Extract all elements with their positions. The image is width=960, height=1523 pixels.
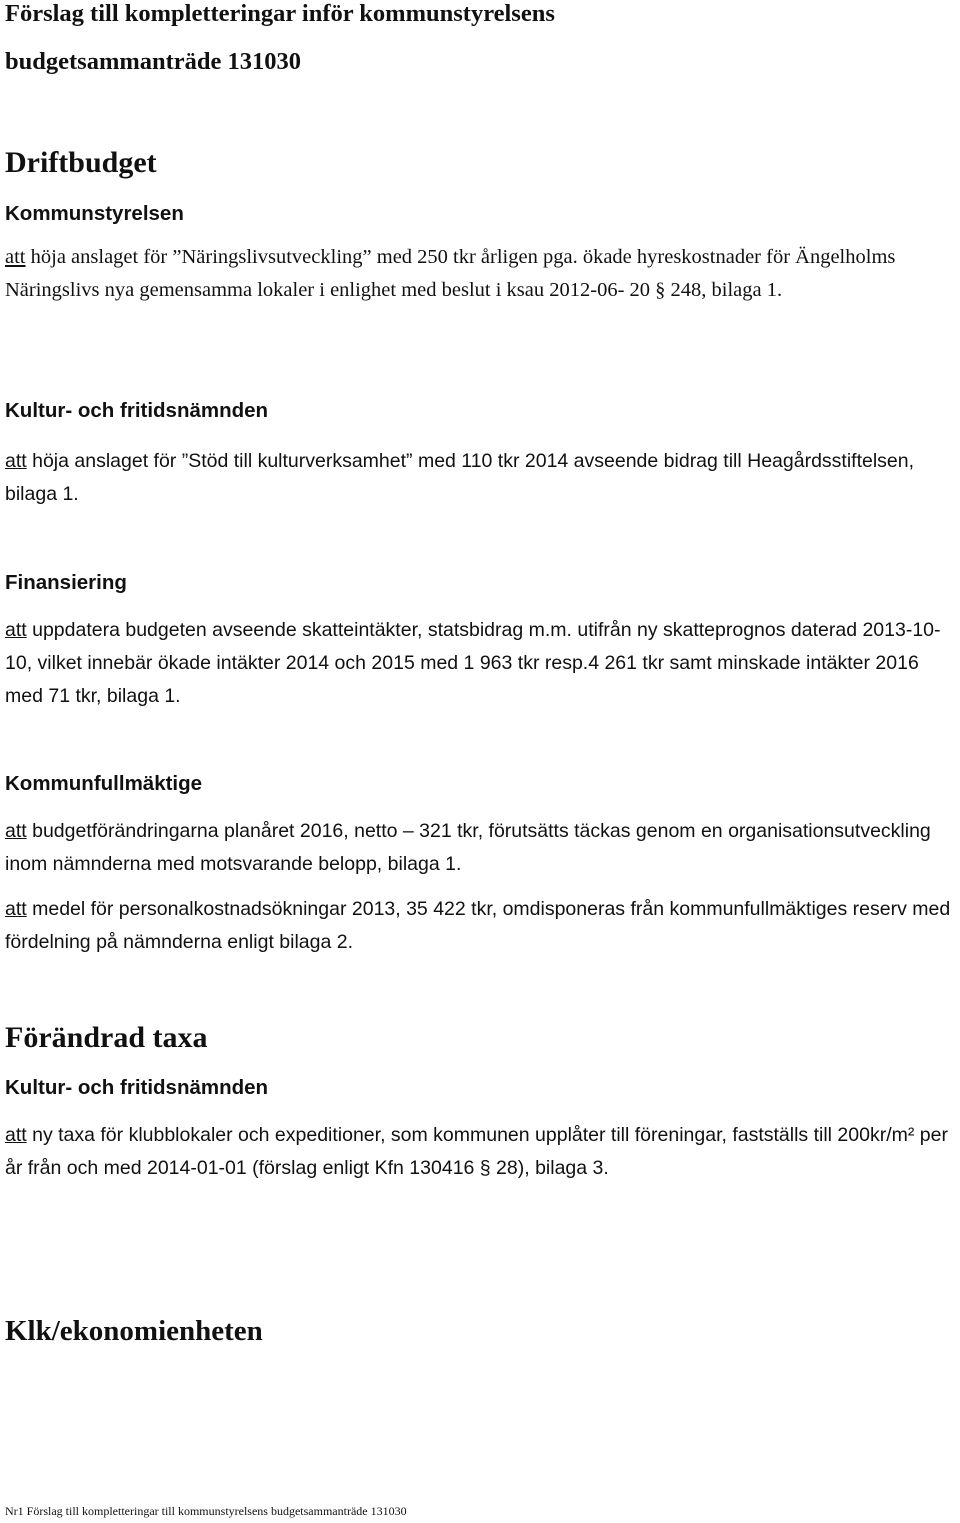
forandrad-taxa-heading: Förändrad taxa (5, 1021, 208, 1054)
driftbudget-heading: Driftbudget (5, 146, 157, 179)
kultur-paragraph (5, 445, 955, 511)
kommunstyrelsen-heading: Kommunstyrelsen (5, 202, 184, 225)
page-footer: Nr1 Förslag till kompletteringar till kommunstyrelsens budgetsammanträde 131030 (5, 1504, 407, 1518)
kultur-heading: Kultur- och fritidsnämnden (5, 399, 269, 422)
kommunfullmaktige-paragraph-1 (5, 815, 955, 881)
document-title-line-1: Förslag till kompletteringar inför kommunstyrelsens (5, 0, 555, 27)
kommunfullmaktige-text-2: medel för personalkostnadsökningar 2013, 35 422 tkr, omdisponeras från kommunfullmäktiges reserv med fördelning på nämnderna enligt bilaga 2. (5, 898, 951, 953)
signature: Klk/ekonomienheten (5, 1315, 263, 1347)
finansiering-text: uppdatera budgeten avseende skatteintäkter, statsbidrag m.m. utifrån ny skatteprognos daterad 2013-10-10, vilket innebär ökade intäkter 2014 och 2015 med 1 963 tkr resp.4 261 tkr samt minskade intäkter 2016 med 71 tkr, bilaga 1. (5, 619, 941, 707)
kultur-taxa-paragraph (5, 1119, 955, 1185)
document-title-line-2: budgetsammanträde 131030 (5, 48, 302, 75)
kommunstyrelsen-text: höja anslaget för ”Näringslivsutveckling” med 250 tkr årligen pga. ökade hyreskostnader för Ängelholms Näringslivs nya gemensamma lokaler i enlighet med beslut i ksau 2012-06- 20 § 248, bilaga 1. (5, 246, 896, 301)
kultur-taxa-text: ny taxa för klubblokaler och expeditioner, som kommunen upplåter till föreningar, fastställs till 200kr/m² per år från och med 2014-01-01 (förslag enligt Kfn 130416 § 28), bilaga 3. (5, 1124, 948, 1179)
kommunstyrelsen-paragraph (5, 241, 955, 307)
att-marker: att (5, 820, 27, 842)
att-marker: att (5, 1124, 27, 1146)
att-marker: att (5, 246, 26, 268)
kommunfullmaktige-heading: Kommunfullmäktige (5, 772, 203, 795)
finansiering-paragraph (5, 614, 955, 713)
kommunfullmaktige-paragraph-2 (5, 893, 955, 959)
att-marker: att (5, 619, 27, 641)
kommunfullmaktige-text-1: budgetförändringarna planåret 2016, netto – 321 tkr, förutsätts täckas genom en organisationsutveckling inom nämnderna med motsvarande belopp, bilaga 1. (5, 820, 931, 875)
att-marker: att (5, 450, 27, 472)
finansiering-heading: Finansiering (5, 571, 127, 594)
att-marker: att (5, 898, 27, 920)
kultur-taxa-heading: Kultur- och fritidsnämnden (5, 1076, 269, 1099)
kultur-text: höja anslaget för ”Stöd till kulturverksamhet” med 110 tkr 2014 avseende bidrag till Heagårdsstiftelsen, bilaga 1. (5, 450, 915, 505)
